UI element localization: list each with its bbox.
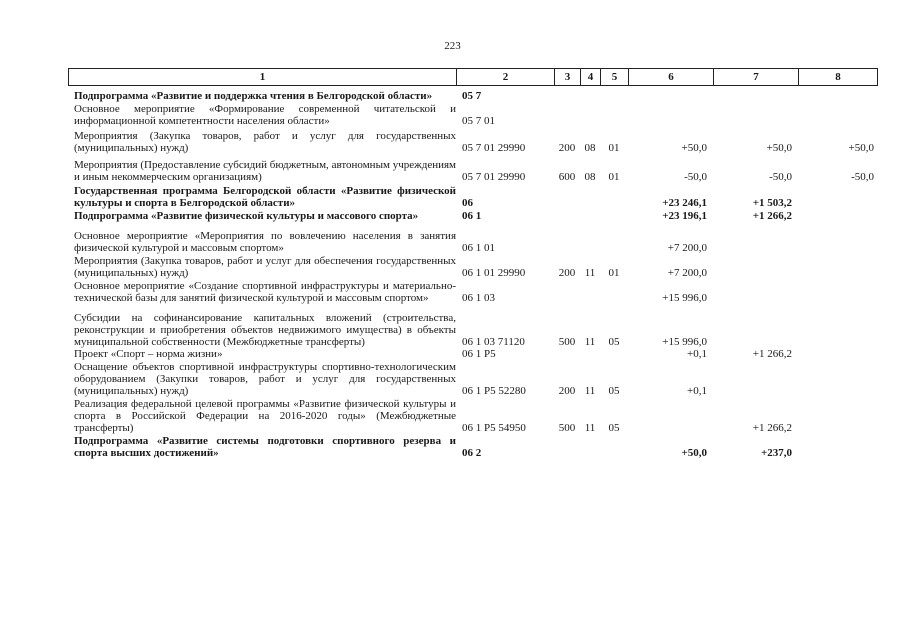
header-col-6: 6 bbox=[629, 69, 714, 85]
table-row bbox=[68, 130, 878, 154]
table-body bbox=[68, 90, 878, 459]
row-name: Проект «Спорт – норма жизни» bbox=[74, 348, 223, 360]
table-row bbox=[68, 361, 878, 397]
table-row bbox=[68, 312, 878, 348]
row-value-7: +1 503,2 bbox=[752, 197, 792, 209]
row-value-7: +237,0 bbox=[760, 447, 792, 459]
row-vr: 500 bbox=[558, 336, 576, 348]
table-row bbox=[68, 159, 878, 183]
row-name: Мероприятия (Закупка товаров, работ и услуг для государственных (муниципальных) нужд) bbox=[74, 130, 456, 154]
row-value-8: +50,0 bbox=[848, 142, 874, 154]
header-col-4: 4 bbox=[581, 69, 601, 85]
row-name: Основное мероприятие «Формирование современной читательской и информационной компетентности населения области» bbox=[74, 103, 456, 127]
row-name: Субсидии на софинансирование капитальных вложений (строительства, реконструкции и приобретения объектов недвижимого имущества) в объекты муниципальной собственности (Межбюджетные трансферты) bbox=[74, 312, 456, 348]
table-row bbox=[68, 230, 878, 254]
row-name: Оснащение объектов спортивной инфраструктуры спортивно-технологическим оборудованием (Закупки товаров, работ и услуг для государственных (муниципальных) нужд) bbox=[74, 361, 456, 397]
header-col-2: 2 bbox=[457, 69, 555, 85]
row-name: Подпрограмма «Развитие системы подготовки спортивного резерва и спорта высших достижений» bbox=[74, 435, 456, 459]
table-row bbox=[68, 210, 878, 222]
row-code: 06 1 P5 52280 bbox=[462, 385, 526, 397]
row-code: 06 1 01 29990 bbox=[462, 267, 526, 279]
row-rz: 08 bbox=[584, 171, 596, 183]
row-code: 06 1 P5 54950 bbox=[462, 422, 526, 434]
table-row bbox=[68, 348, 878, 360]
header-col-3: 3 bbox=[555, 69, 581, 85]
row-vr: 200 bbox=[558, 385, 576, 397]
row-vr: 200 bbox=[558, 267, 576, 279]
table-row bbox=[68, 435, 878, 459]
row-rz: 11 bbox=[584, 267, 596, 279]
row-rz: 11 bbox=[584, 422, 596, 434]
row-value-6: +15 996,0 bbox=[662, 292, 707, 304]
row-code: 06 bbox=[462, 197, 473, 209]
row-value-6: +50,0 bbox=[681, 142, 707, 154]
table-row bbox=[68, 255, 878, 279]
row-vr: 600 bbox=[558, 171, 576, 183]
row-name: Мероприятия (Предоставление субсидий бюджетным, автономным учреждениям и иным некоммерческим организациям) bbox=[74, 159, 456, 183]
row-value-6: +50,0 bbox=[681, 447, 707, 459]
row-rz: 11 bbox=[584, 385, 596, 397]
row-pr: 01 bbox=[608, 267, 620, 279]
row-value-6: +23 196,1 bbox=[662, 210, 707, 222]
row-value-6: -50,0 bbox=[684, 171, 707, 183]
table-row bbox=[68, 90, 878, 102]
row-name: Основное мероприятие «Создание спортивной инфраструктуры и материально-технической базы для занятий физической культурой и массовым спортом» bbox=[74, 280, 456, 304]
header-col-7: 7 bbox=[714, 69, 799, 85]
row-value-6: +0,1 bbox=[687, 385, 707, 397]
row-value-6: +0,1 bbox=[687, 348, 707, 360]
row-code: 05 7 01 29990 bbox=[462, 171, 526, 183]
row-pr: 05 bbox=[608, 422, 620, 434]
row-name: Государственная программа Белгородской области «Развитие физической культуры и спорта в Белгородской области» bbox=[74, 185, 456, 209]
row-pr: 01 bbox=[608, 142, 620, 154]
row-rz: 08 bbox=[584, 142, 596, 154]
table-row bbox=[68, 280, 878, 304]
table-header bbox=[68, 68, 878, 86]
row-code: 05 7 bbox=[462, 90, 482, 102]
page-number: 223 bbox=[444, 40, 461, 52]
row-value-7: +1 266,2 bbox=[752, 422, 792, 434]
row-value-6: +7 200,0 bbox=[667, 242, 707, 254]
row-value-7: +1 266,2 bbox=[752, 348, 792, 360]
row-vr: 500 bbox=[558, 422, 576, 434]
row-vr: 200 bbox=[558, 142, 576, 154]
row-name: Реализация федеральной целевой программы «Развитие физической культуры и спорта в Российской Федерации на 2016-2020 годы» (Межбюджетные трансферты) bbox=[74, 398, 456, 434]
row-name: Мероприятия (Закупка товаров, работ и услуг для обеспечения государственных (муниципальных) нужд) bbox=[74, 255, 456, 279]
row-name: Основное мероприятие «Мероприятия по вовлечению населения в занятия физической культурой и массовым спортом» bbox=[74, 230, 456, 254]
row-code: 05 7 01 29990 bbox=[462, 142, 526, 154]
row-value-6: +7 200,0 bbox=[667, 267, 707, 279]
row-code: 06 1 P5 bbox=[462, 348, 496, 360]
row-value-7: +1 266,2 bbox=[752, 210, 792, 222]
row-code: 06 1 01 bbox=[462, 242, 495, 254]
row-rz: 11 bbox=[584, 336, 596, 348]
row-name: Подпрограмма «Развитие и поддержка чтения в Белгородской области» bbox=[74, 90, 433, 102]
row-code: 06 1 03 71120 bbox=[462, 336, 525, 348]
table-row bbox=[68, 398, 878, 434]
row-pr: 05 bbox=[608, 385, 620, 397]
table-row bbox=[68, 185, 878, 209]
row-value-8: -50,0 bbox=[851, 171, 874, 183]
header-col-1: 1 bbox=[69, 69, 457, 85]
row-pr: 05 bbox=[608, 336, 620, 348]
row-value-7: +50,0 bbox=[766, 142, 792, 154]
header-col-5: 5 bbox=[601, 69, 629, 85]
table-row bbox=[68, 103, 878, 127]
row-code: 06 1 bbox=[462, 210, 482, 222]
row-value-6: +23 246,1 bbox=[662, 197, 707, 209]
row-code: 06 2 bbox=[462, 447, 482, 459]
row-code: 05 7 01 bbox=[462, 115, 495, 127]
row-value-7: -50,0 bbox=[769, 171, 792, 183]
row-code: 06 1 03 bbox=[462, 292, 495, 304]
row-value-6: +15 996,0 bbox=[662, 336, 707, 348]
row-pr: 01 bbox=[608, 171, 620, 183]
header-col-8: 8 bbox=[835, 71, 841, 83]
row-name: Подпрограмма «Развитие физической культуры и массового спорта» bbox=[74, 210, 419, 222]
